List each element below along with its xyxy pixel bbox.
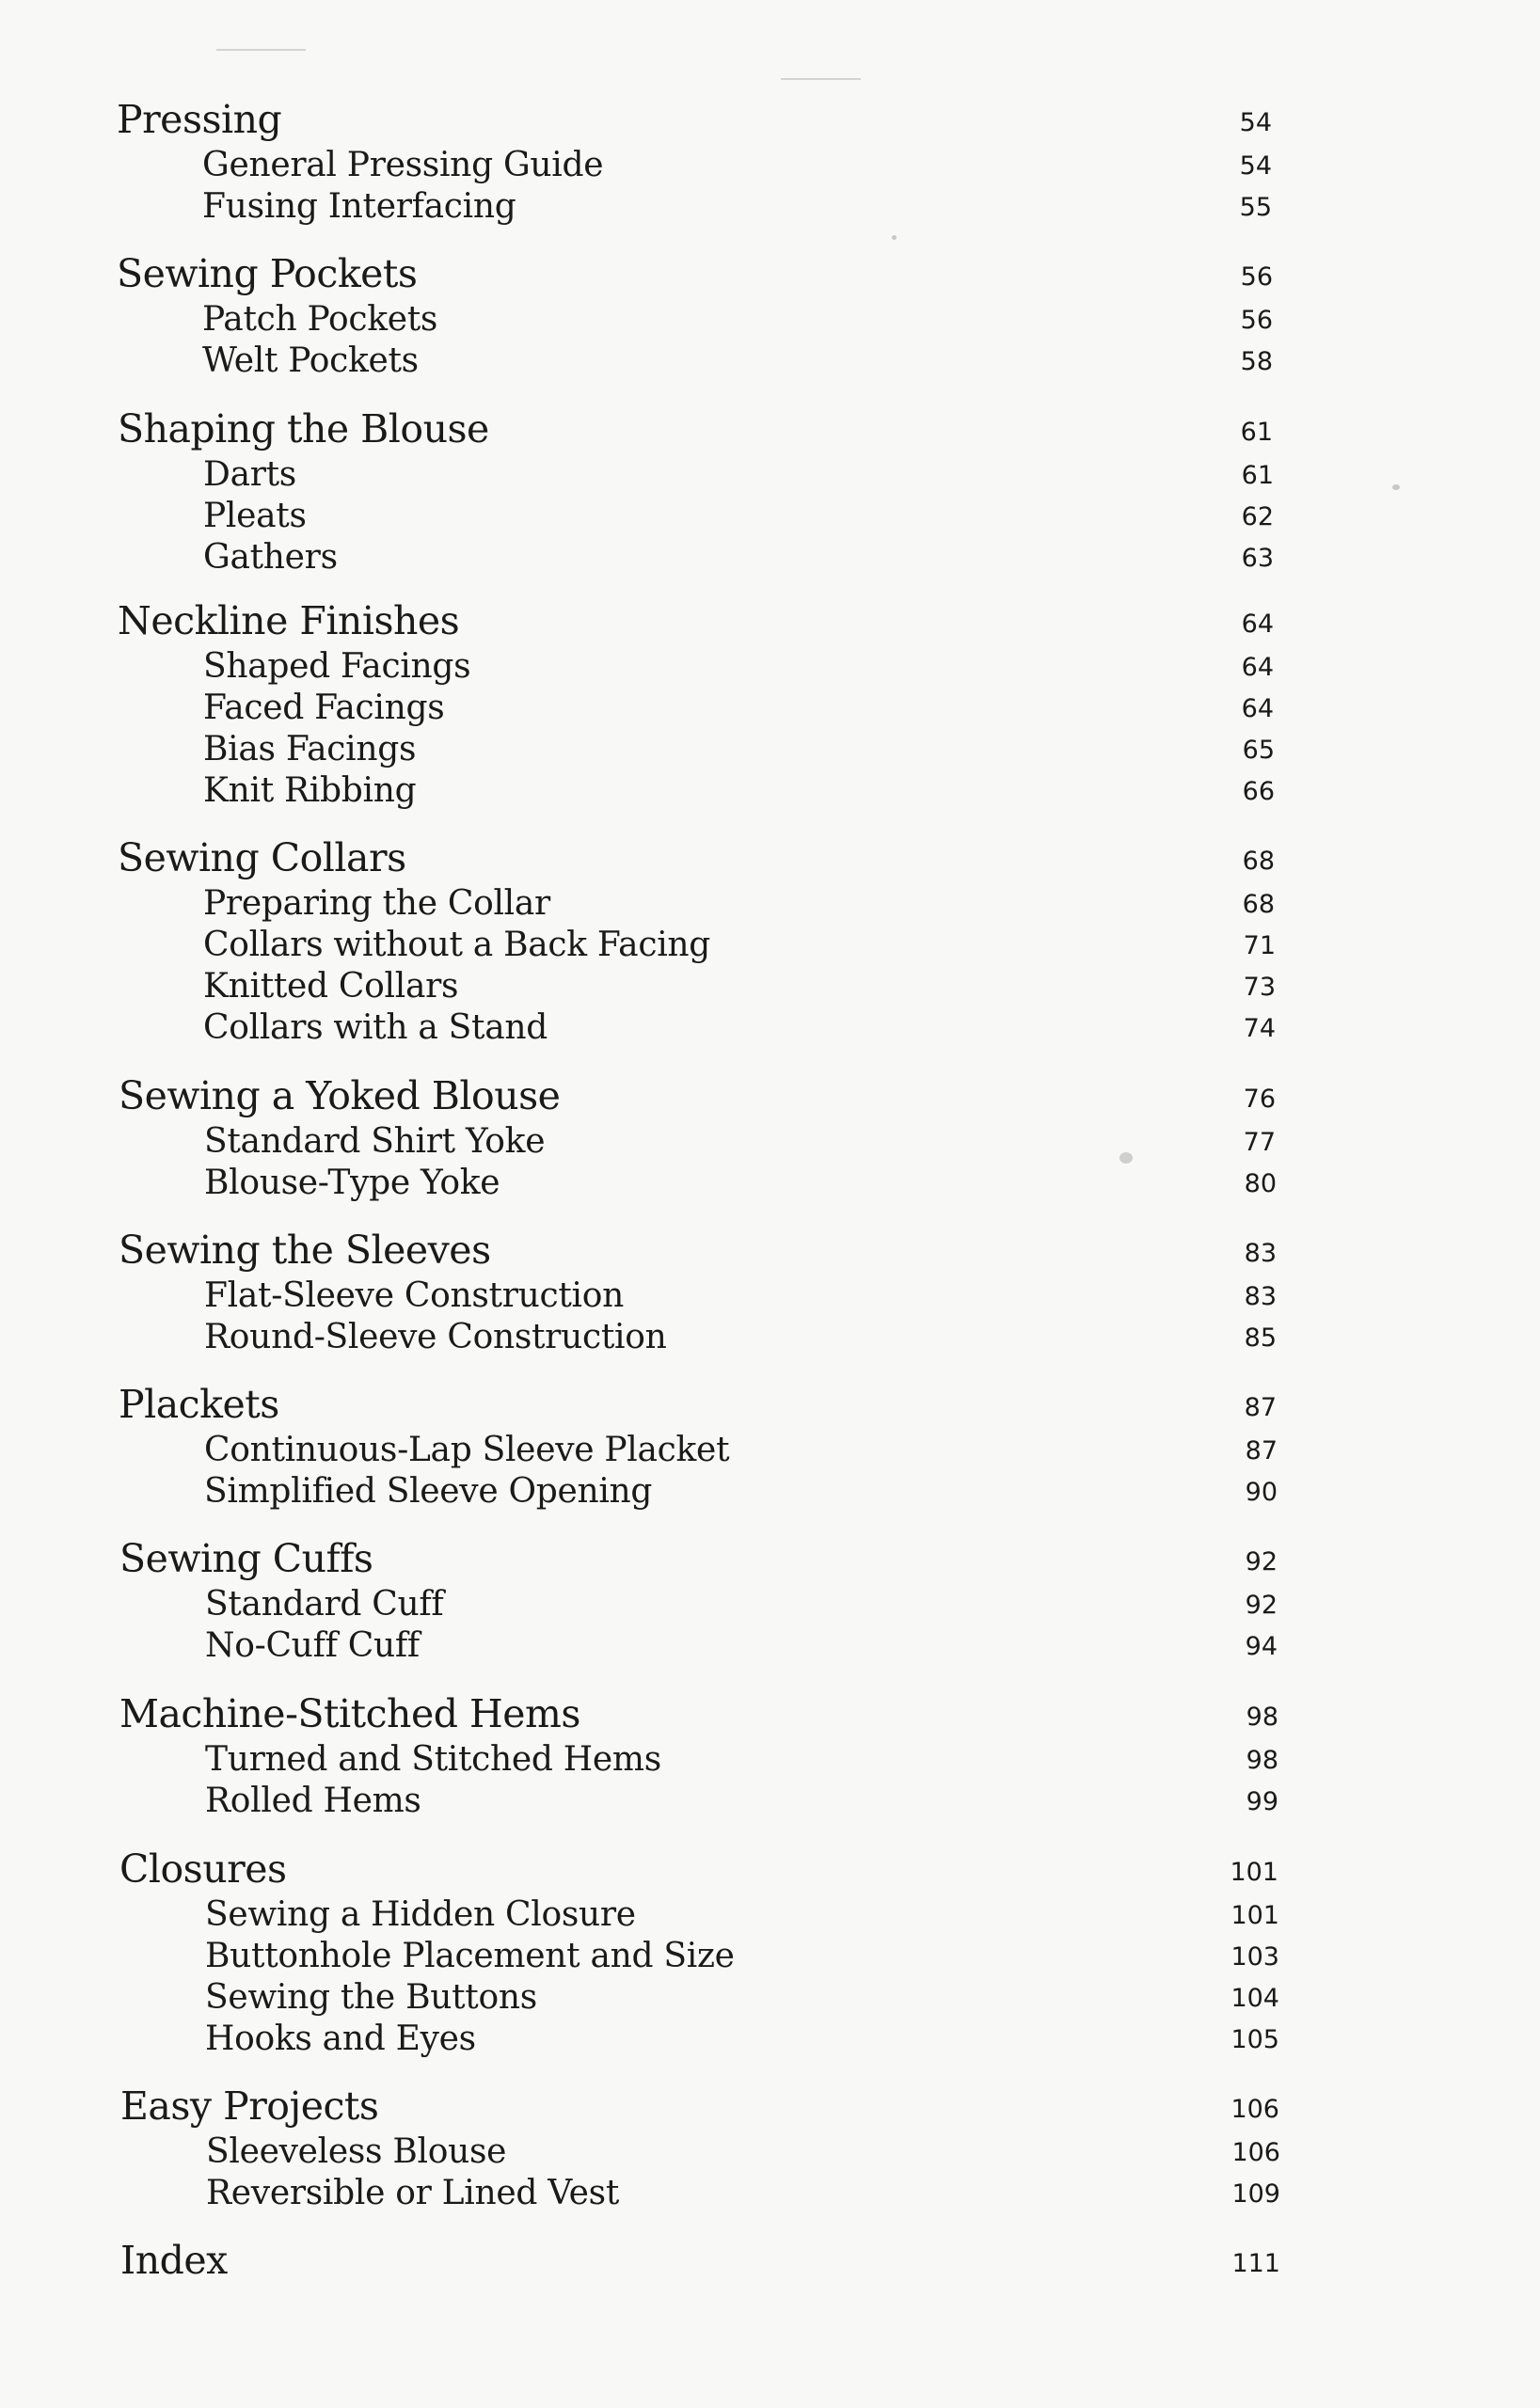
toc-subsection-entry — [0, 1121, 1540, 1163]
toc-subsection-entry — [0, 496, 1540, 537]
section-title: Sewing Cuffs — [119, 1536, 373, 1581]
subsection-title: Preparing the Collar — [203, 884, 550, 923]
toc-subsection-entry — [0, 1007, 1540, 1049]
page-number: 54 — [1239, 151, 1272, 181]
toc-subsection-entry — [0, 1781, 1540, 1822]
toc-subsection-entry — [0, 1936, 1540, 1977]
toc-subsection-entry — [0, 537, 1540, 578]
subsection-title: Collars with a Stand — [203, 1008, 548, 1047]
subsection-title: Flat-Sleeve Construction — [204, 1276, 624, 1315]
subsection-title: General Pressing Guide — [202, 146, 604, 184]
page-number: 66 — [1242, 777, 1275, 806]
toc-subsection-entry — [0, 1471, 1540, 1513]
page-number: 74 — [1243, 1014, 1276, 1043]
section-title: Neckline Finishes — [118, 598, 460, 643]
toc-section-entry — [0, 406, 1540, 452]
page-number: 62 — [1241, 502, 1274, 531]
page-number: 55 — [1239, 193, 1272, 222]
page-number: 83 — [1244, 1239, 1277, 1268]
subsection-title: Fusing Interfacing — [202, 187, 516, 226]
subsection-title: Welt Pockets — [202, 341, 419, 380]
subsection-title: No-Cuff Cuff — [205, 1626, 420, 1665]
section-title: Sewing Collars — [118, 835, 406, 880]
toc-subsection-entry — [0, 770, 1540, 812]
subsection-title: Blouse-Type Yoke — [204, 1164, 500, 1202]
section-title: Sewing the Sleeves — [119, 1228, 491, 1273]
toc-section-entry — [0, 2238, 1540, 2284]
page-number: 73 — [1243, 973, 1276, 1002]
section-title: Sewing Pockets — [117, 251, 418, 296]
subsection-title: Hooks and Eyes — [205, 2020, 476, 2058]
page-number: 98 — [1246, 1703, 1278, 1732]
page-number: 105 — [1230, 2025, 1279, 2054]
toc-subsection-entry — [0, 1625, 1540, 1667]
toc-subsection-entry — [0, 2173, 1540, 2214]
page-number: 104 — [1230, 1984, 1279, 2013]
toc-subsection-entry — [0, 454, 1540, 496]
page-number: 64 — [1241, 653, 1274, 682]
page-number: 85 — [1244, 1323, 1277, 1353]
page-number: 101 — [1230, 1858, 1278, 1887]
toc-section-entry — [0, 1846, 1540, 1893]
page-number: 109 — [1231, 2179, 1280, 2209]
ghost-mark — [781, 78, 861, 80]
page-number: 71 — [1243, 931, 1276, 960]
section-title: Shaping the Blouse — [118, 406, 489, 452]
toc-subsection-entry — [0, 883, 1540, 925]
page-number: 58 — [1240, 347, 1273, 376]
paper-speck — [892, 235, 897, 240]
page-number: 56 — [1240, 262, 1273, 292]
subsection-title: Buttonhole Placement and Size — [205, 1937, 735, 1975]
subsection-title: Sleeveless Blouse — [206, 2132, 507, 2171]
page-number: 68 — [1242, 890, 1275, 919]
toc-section-entry — [0, 1382, 1540, 1428]
toc-section-entry — [0, 97, 1540, 143]
toc-section-entry — [0, 1691, 1540, 1737]
page-number: 98 — [1246, 1746, 1278, 1775]
page-number: 92 — [1245, 1591, 1278, 1620]
subsection-title: Round-Sleeve Construction — [204, 1318, 667, 1356]
subsection-title: Knit Ribbing — [203, 771, 417, 810]
toc-subsection-entry — [0, 1584, 1540, 1625]
subsection-title: Shaped Facings — [203, 647, 471, 686]
toc-subsection-entry — [0, 1894, 1540, 1936]
subsection-title: Bias Facings — [203, 730, 417, 768]
toc-section-entry — [0, 1073, 1540, 1119]
subsection-title: Darts — [203, 455, 296, 494]
page-number: 63 — [1241, 544, 1274, 573]
toc-subsection-entry — [0, 2019, 1540, 2060]
page-number: 83 — [1244, 1282, 1277, 1311]
toc-subsection-entry — [0, 925, 1540, 966]
page-number: 103 — [1230, 1942, 1279, 1972]
subsection-title: Continuous-Lap Sleeve Placket — [204, 1431, 730, 1469]
page-number: 111 — [1231, 2249, 1280, 2278]
toc-section-entry — [0, 835, 1540, 881]
toc-subsection-entry — [0, 186, 1540, 228]
page-number: 99 — [1246, 1787, 1278, 1816]
section-title: Machine-Stitched Hems — [119, 1691, 580, 1736]
page-number: 54 — [1239, 108, 1272, 137]
toc-subsection-entry — [0, 299, 1540, 341]
toc-section-entry — [0, 598, 1540, 644]
page-number: 87 — [1245, 1436, 1278, 1465]
section-title: Index — [120, 2238, 228, 2283]
toc-section-entry — [0, 1228, 1540, 1274]
page-number: 92 — [1245, 1547, 1278, 1576]
page-number: 61 — [1240, 418, 1273, 447]
subsection-title: Rolled Hems — [205, 1782, 421, 1820]
section-title: Closures — [119, 1846, 287, 1892]
subsection-title: Reversible or Lined Vest — [206, 2174, 620, 2212]
subsection-title: Simplified Sleeve Opening — [204, 1472, 653, 1511]
page-number: 106 — [1231, 2138, 1280, 2167]
page-number: 65 — [1242, 736, 1275, 765]
toc-section-entry — [0, 1536, 1540, 1582]
ghost-mark — [216, 49, 306, 51]
page-number: 94 — [1245, 1632, 1278, 1661]
toc-subsection-entry — [0, 1977, 1540, 2019]
toc-subsection-entry — [0, 688, 1540, 729]
subsection-title: Sewing the Buttons — [205, 1978, 537, 2017]
page-number: 90 — [1245, 1478, 1278, 1507]
toc-subsection-entry — [0, 145, 1540, 186]
page-number: 77 — [1243, 1128, 1276, 1157]
subsection-title: Standard Cuff — [205, 1585, 444, 1624]
subsection-title: Patch Pockets — [202, 300, 438, 339]
section-title: Easy Projects — [120, 2083, 379, 2129]
subsection-title: Gathers — [203, 538, 338, 577]
page-number: 61 — [1241, 461, 1274, 490]
page-number: 76 — [1243, 1085, 1276, 1114]
subsection-title: Pleats — [203, 497, 307, 535]
section-title: Pressing — [117, 97, 282, 142]
toc-subsection-entry — [0, 1430, 1540, 1471]
toc-section-entry — [0, 2083, 1540, 2130]
section-title: Plackets — [119, 1382, 279, 1427]
toc-subsection-entry — [0, 966, 1540, 1007]
subsection-title: Turned and Stitched Hems — [205, 1740, 661, 1779]
page-number: 106 — [1230, 2095, 1279, 2124]
page-number: 101 — [1230, 1901, 1279, 1930]
subsection-title: Standard Shirt Yoke — [204, 1122, 546, 1161]
page-number: 68 — [1242, 847, 1275, 876]
toc-subsection-entry — [0, 2131, 1540, 2173]
toc-subsection-entry — [0, 729, 1540, 770]
subsection-title: Collars without a Back Facing — [203, 926, 711, 964]
toc-section-entry — [0, 251, 1540, 297]
toc-subsection-entry — [0, 646, 1540, 688]
page-number: 64 — [1241, 694, 1274, 723]
subsection-title: Faced Facings — [203, 689, 445, 727]
toc-subsection-entry — [0, 1739, 1540, 1781]
page-number: 56 — [1240, 306, 1273, 335]
toc-subsection-entry — [0, 1317, 1540, 1358]
page-number: 87 — [1244, 1393, 1277, 1422]
subsection-title: Knitted Collars — [203, 967, 459, 1006]
toc-subsection-entry — [0, 1275, 1540, 1317]
section-title: Sewing a Yoked Blouse — [119, 1073, 561, 1118]
page-number: 80 — [1244, 1169, 1277, 1198]
subsection-title: Sewing a Hidden Closure — [205, 1895, 636, 1934]
page-number: 64 — [1241, 610, 1274, 639]
toc-subsection-entry — [0, 1163, 1540, 1204]
toc-subsection-entry — [0, 341, 1540, 382]
